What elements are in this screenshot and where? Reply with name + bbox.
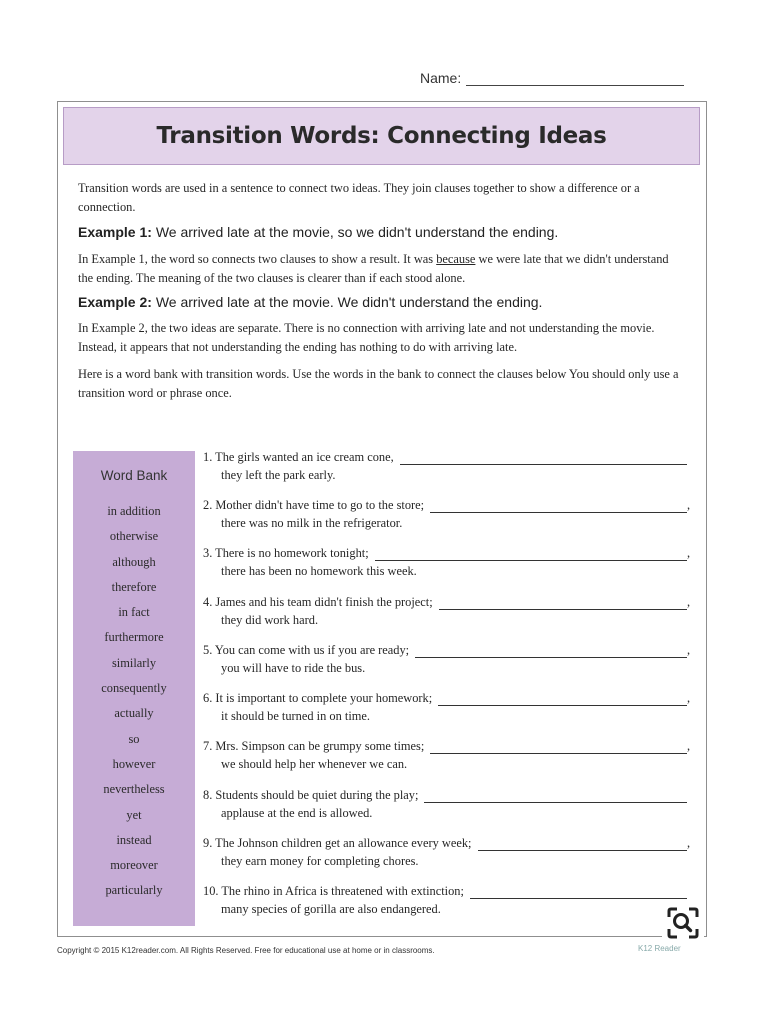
question-line-1 <box>203 594 693 610</box>
question-item <box>203 738 693 772</box>
word-bank-item: consequently <box>101 681 167 696</box>
example-1-label: Example 1: <box>78 224 152 240</box>
question-clause-2: applause at the end is allowed. <box>221 806 373 820</box>
word-bank-item: however <box>112 756 156 771</box>
question-line-1 <box>203 497 693 513</box>
question-clause-1: 6. It is important to complete your homework; <box>203 691 433 705</box>
question-clause-2: they did work hard. <box>221 613 319 627</box>
question-line-1 <box>203 449 693 465</box>
worksheet-frame <box>57 101 707 937</box>
intro-paragraph: Transition words are used in a sentence to connect two ideas. They join clauses together to show a difference or a connection. <box>78 181 640 214</box>
word-bank-list <box>73 499 195 904</box>
instructions-paragraph: Here is a word bank with transition words. Use the words in the bank to connect the clauses below You should only use a transition word or phrase once. <box>78 367 679 400</box>
question-clause-2: you will have to ride the bus. <box>221 661 366 675</box>
word-bank <box>73 451 195 926</box>
example-1 <box>78 224 558 240</box>
word-bank-title: Word Bank <box>100 468 168 483</box>
answer-blank[interactable] <box>438 695 687 706</box>
question-clause-2: they earn money for completing chores. <box>221 854 419 868</box>
question-line-1 <box>203 738 693 754</box>
explain-2-paragraph: In Example 2, the two ideas are separate. There is no connection with arriving late and not understanding the movie. Instead, it appears that not understanding the ending has nothing to do with arriving late. <box>78 321 655 354</box>
word-bank-item: particularly <box>105 883 163 898</box>
question-clause-2: many species of gorilla are also endangered. <box>221 902 441 916</box>
question-clause-1: 2. Mother didn't have time to go to the store; <box>203 498 425 512</box>
question-line-1 <box>203 642 693 658</box>
question-item <box>203 594 693 628</box>
word-bank-item: so <box>128 731 140 746</box>
copyright-footer: Copyright © 2015 K12reader.com. All Rights Reserved. Free for educational use at home or in classrooms. <box>57 946 435 955</box>
question-line-1 <box>203 690 693 706</box>
question-line-1 <box>203 545 693 561</box>
example-2-text: We arrived late at the movie. We didn't understand the ending. <box>155 294 543 310</box>
answer-blank[interactable] <box>424 792 687 803</box>
explain-1-post: we were late that we didn't understand the ending. The meaning of the two clauses is clearer than if each stood alone. <box>78 252 669 285</box>
word-bank-item: instead <box>116 832 152 847</box>
question-clause-2: they left the park early. <box>221 468 336 482</box>
example-2 <box>78 294 542 310</box>
question-item <box>203 497 693 531</box>
question-item <box>203 787 693 821</box>
question-item <box>203 883 693 917</box>
trailing-punctuation: , <box>687 836 691 850</box>
answer-blank[interactable] <box>400 454 687 465</box>
answer-blank[interactable] <box>375 550 687 561</box>
question-clause-1: 3. There is no homework tonight; <box>203 546 369 560</box>
question-clause-2: there has been no homework this week. <box>221 564 417 578</box>
trailing-punctuation: , <box>687 739 691 753</box>
question-line-1 <box>203 835 693 851</box>
word-bank-item: although <box>112 554 156 569</box>
name-label: Name: <box>420 70 462 86</box>
answer-blank[interactable] <box>478 840 688 851</box>
answer-blank[interactable] <box>415 647 687 658</box>
word-bank-item: yet <box>126 807 142 822</box>
name-blank[interactable] <box>466 71 684 86</box>
question-clause-1: 4. James and his team didn't finish the project; <box>203 595 433 609</box>
question-clause-2: it should be turned in on time. <box>221 709 371 723</box>
answer-blank[interactable] <box>430 743 687 754</box>
trailing-punctuation: , <box>687 546 691 560</box>
question-clause-1: 8. Students should be quiet during the play; <box>203 788 419 802</box>
k12reader-logo: K12 Reader <box>638 944 681 953</box>
word-bank-item: actually <box>114 706 154 721</box>
word-bank-item: similarly <box>111 655 157 670</box>
question-clause-1: 10. The rhino in Africa is threatened with extinction; <box>203 884 464 898</box>
worksheet-title: Transition Words: Connecting Ideas <box>156 123 607 149</box>
word-bank-item: in fact <box>118 605 150 620</box>
question-item <box>203 642 693 676</box>
answer-blank[interactable] <box>470 888 687 899</box>
example-1-text: We arrived late at the movie, so we didn't understand the ending. <box>155 224 559 240</box>
example-2-label: Example 2: <box>78 294 152 310</box>
explain-1-pre: In Example 1, the word so connects two clauses to show a result. It was <box>78 252 437 266</box>
word-bank-item: therefore <box>111 579 157 594</box>
question-clause-1: 7. Mrs. Simpson can be grumpy some times; <box>203 739 425 753</box>
question-clause-1: 9. The Johnson children get an allowance every week; <box>203 836 472 850</box>
trailing-punctuation: , <box>687 595 691 609</box>
word-bank-item: in addition <box>107 504 161 518</box>
trailing-punctuation: , <box>687 643 691 657</box>
search-zoom-icon[interactable] <box>662 902 704 944</box>
trailing-punctuation: , <box>687 498 691 512</box>
question-line-1 <box>203 883 693 899</box>
question-clause-2: there was no milk in the refrigerator. <box>221 516 403 530</box>
word-bank-item: otherwise <box>109 529 159 544</box>
question-item <box>203 690 693 724</box>
question-line-1 <box>203 787 693 803</box>
word-bank-item: moreover <box>110 858 158 873</box>
name-field <box>420 70 684 86</box>
question-clause-2: we should help her whenever we can. <box>221 757 408 771</box>
title-banner <box>63 107 700 165</box>
answer-blank[interactable] <box>430 502 687 513</box>
explain-1-underlined: because <box>436 252 476 266</box>
question-item <box>203 449 693 483</box>
word-bank-item: nevertheless <box>103 782 165 797</box>
explain-1-paragraph <box>78 250 683 288</box>
question-item <box>203 835 693 869</box>
question-clause-1: 1. The girls wanted an ice cream cone, <box>203 450 394 464</box>
question-item <box>203 545 693 579</box>
answer-blank[interactable] <box>439 599 687 610</box>
question-clause-1: 5. You can come with us if you are ready; <box>203 643 410 657</box>
zoom-icon-graphic <box>666 906 700 940</box>
trailing-punctuation: , <box>687 691 691 705</box>
word-bank-item: furthermore <box>104 630 164 645</box>
